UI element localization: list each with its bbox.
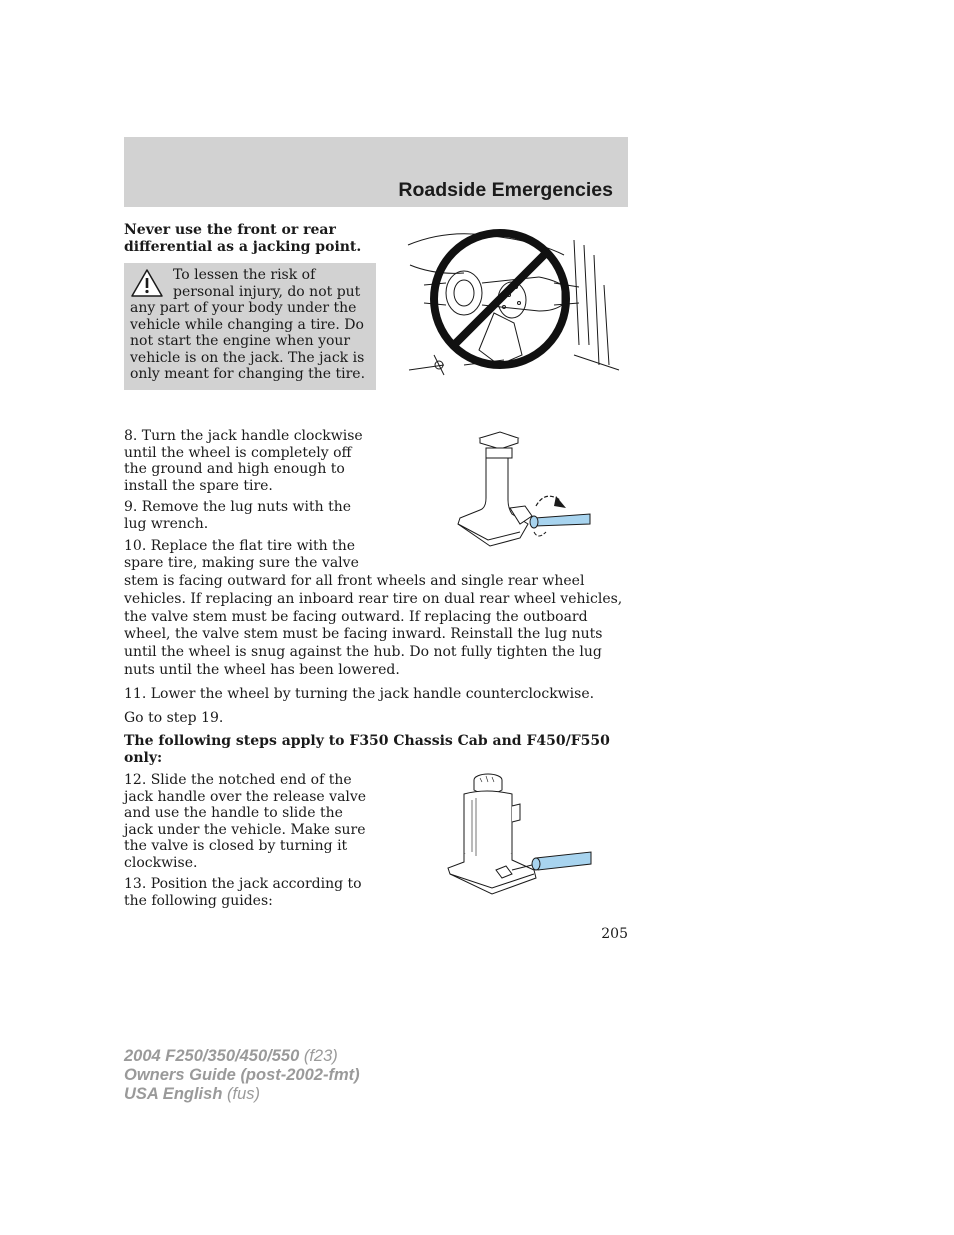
page-number: 205 (601, 926, 628, 942)
chassis-cab-heading: The following steps apply to F350 Chassis Cab and F450/F550 only: (124, 733, 610, 766)
warning-box (124, 263, 376, 390)
footer-model: 2004 F250/350/450/550 (124, 1047, 300, 1065)
document-footer (124, 1047, 360, 1104)
bottle-jack-release-valve-illustration (446, 770, 596, 896)
footer-language: USA English (124, 1085, 223, 1103)
differential-prohibited-illustration (404, 225, 622, 387)
section-header-band (124, 137, 628, 207)
step-8-text: 8. Turn the jack handle clockwise until the wheel is completely off the ground and high enough to install the spare tire. (124, 428, 363, 494)
go-to-step-text: Go to step 19. (124, 710, 224, 726)
footer-line-1 (124, 1047, 360, 1066)
step-13-text: 13. Position the jack according to the following guides: (124, 876, 362, 909)
footer-line-3 (124, 1085, 360, 1104)
differential-caution-text: Never use the front or rear differential as a jacking point. (124, 222, 362, 255)
section-title: Roadside Emergencies (398, 179, 613, 201)
footer-model-code: (f23) (299, 1047, 338, 1065)
step-10-text-continued: stem is facing outward for all front wheels and single rear wheel vehicles. If replacing an inboard rear tire on dual rear wheel vehicles, the valve stem must be facing outward. If replacing the outboard wheel, the valve stem must be facing inward. Reinstall the lug nuts until the wheel is snug against the hub. Do not fully tighten the lug nuts until the wheel has been lowered. (124, 573, 623, 678)
step-9-text: 9. Remove the lug nuts with the lug wrench. (124, 499, 352, 532)
step-10-text-start: 10. Replace the flat tire with the spare tire, making sure the valve (124, 538, 359, 571)
jack-handle-clockwise-illustration (450, 428, 595, 548)
step-11-text: 11. Lower the wheel by turning the jack handle counterclockwise. (124, 686, 595, 702)
footer-line-2: Owners Guide (post-2002-fmt) (124, 1066, 360, 1084)
step-12-text: 12. Slide the notched end of the jack handle over the release valve and use the handle to slide the jack under the vehicle. Make sure the valve is closed by turning it clockwise. (124, 772, 367, 871)
footer-language-code: (fus) (222, 1085, 260, 1103)
warning-text: To lessen the risk of personal injury, do not put any part of your body under the vehicle while changing a tire. Do not start the engine when your vehicle is on the jack. The jack is only meant for changing the tire. (130, 267, 366, 382)
